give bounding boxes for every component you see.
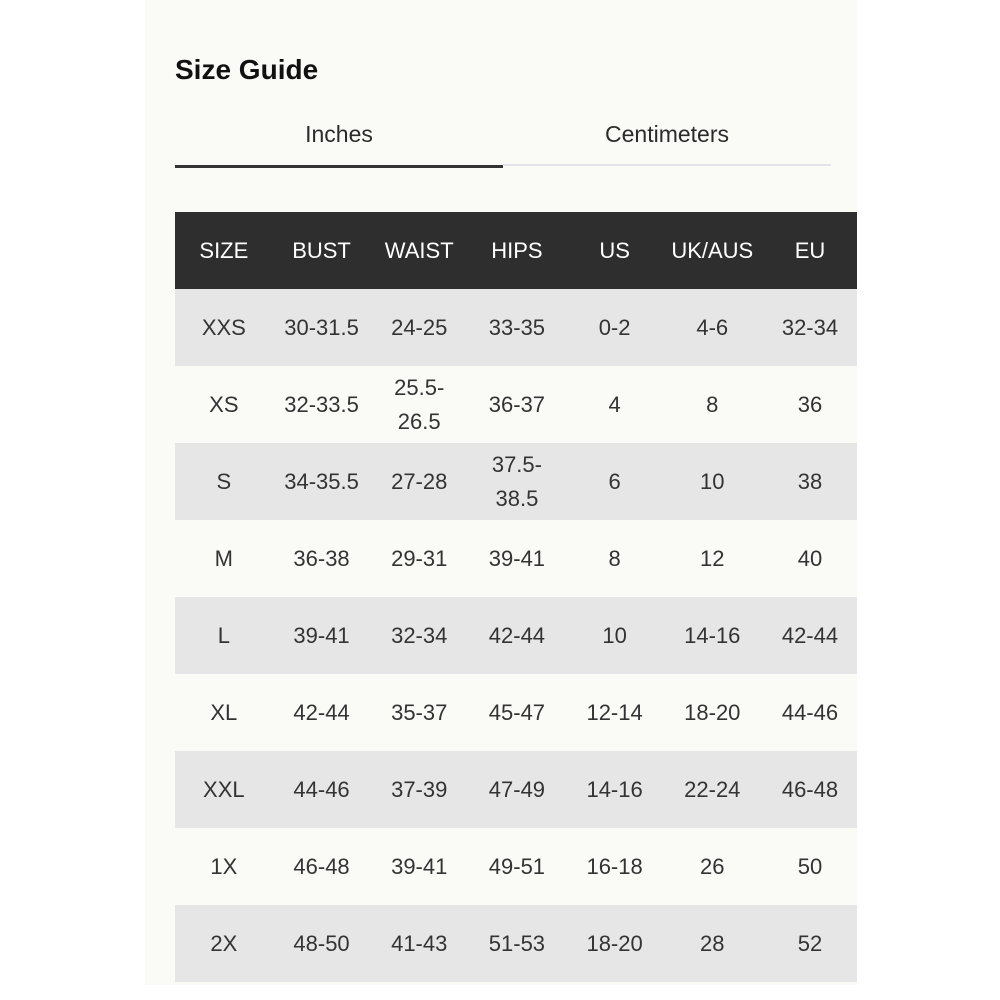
cell-size: S	[175, 443, 273, 520]
table-row	[175, 289, 857, 366]
cell-eu: 36	[761, 366, 857, 443]
tab-inches[interactable]: Inches	[175, 110, 503, 168]
cell-hips: 47-49	[468, 751, 566, 828]
header-eu: EU	[761, 212, 857, 289]
header-bust: BUST	[273, 212, 371, 289]
cell-hips: 36-37	[468, 366, 566, 443]
cell-bust: 32-33.5	[273, 366, 371, 443]
table-row	[175, 597, 857, 674]
cell-size: 1X	[175, 828, 273, 905]
cell-uk-aus: 22-24	[663, 751, 761, 828]
cell-bust: 34-35.5	[273, 443, 371, 520]
cell-eu: 32-34	[761, 289, 857, 366]
table-row	[175, 828, 857, 905]
cell-eu: 38	[761, 443, 857, 520]
table-row	[175, 905, 857, 982]
tab-centimeters[interactable]: Centimeters	[503, 110, 831, 166]
cell-waist: 37-39	[370, 751, 468, 828]
cell-waist: 32-34	[370, 597, 468, 674]
cell-us: 10	[566, 597, 664, 674]
unit-tabs	[175, 110, 831, 168]
header-waist: WAIST	[370, 212, 468, 289]
table-row	[175, 520, 857, 597]
cell-uk-aus: 4-6	[663, 289, 761, 366]
cell-size: XXL	[175, 751, 273, 828]
cell-us: 12-14	[566, 674, 664, 751]
page-title: Size Guide	[175, 54, 319, 85]
cell-us: 6	[566, 443, 664, 520]
cell-hips: 33-35	[468, 289, 566, 366]
cell-size: XL	[175, 674, 273, 751]
cell-size: XS	[175, 366, 273, 443]
cell-hips: 49-51	[468, 828, 566, 905]
header-us: US	[566, 212, 664, 289]
cell-uk-aus: 14-16	[663, 597, 761, 674]
cell-waist: 39-41	[370, 828, 468, 905]
cell-eu: 40	[761, 520, 857, 597]
cell-bust: 44-46	[273, 751, 371, 828]
cell-bust: 39-41	[273, 597, 371, 674]
cell-eu: 46-48	[761, 751, 857, 828]
cell-size: L	[175, 597, 273, 674]
cell-bust: 30-31.5	[273, 289, 371, 366]
cell-hips: 42-44	[468, 597, 566, 674]
cell-waist: 27-28	[370, 443, 468, 520]
cell-hips: 37.5- 38.5	[468, 443, 566, 520]
cell-bust: 48-50	[273, 905, 371, 982]
cell-us: 14-16	[566, 751, 664, 828]
cell-eu: 42-44	[761, 597, 857, 674]
cell-us: 8	[566, 520, 664, 597]
table-row	[175, 366, 857, 443]
cell-eu: 50	[761, 828, 857, 905]
cell-uk-aus: 10	[663, 443, 761, 520]
cell-eu: 52	[761, 905, 857, 982]
header-hips: HIPS	[468, 212, 566, 289]
cell-us: 16-18	[566, 828, 664, 905]
cell-waist: 41-43	[370, 905, 468, 982]
cell-eu: 44-46	[761, 674, 857, 751]
cell-us: 18-20	[566, 905, 664, 982]
table-header-row	[175, 212, 857, 289]
header-uk-aus: UK/AUS	[663, 212, 761, 289]
cell-hips: 45-47	[468, 674, 566, 751]
cell-uk-aus: 28	[663, 905, 761, 982]
cell-hips: 51-53	[468, 905, 566, 982]
cell-waist: 25.5- 26.5	[370, 366, 468, 443]
cell-us: 4	[566, 366, 664, 443]
cell-waist: 24-25	[370, 289, 468, 366]
cell-uk-aus: 12	[663, 520, 761, 597]
cell-hips: 39-41	[468, 520, 566, 597]
table-row	[175, 751, 857, 828]
size-chart-table	[175, 212, 857, 982]
cell-us: 0-2	[566, 289, 664, 366]
cell-waist: 29-31	[370, 520, 468, 597]
cell-size: 2X	[175, 905, 273, 982]
size-guide-panel	[145, 0, 857, 985]
table-row	[175, 443, 857, 520]
cell-bust: 42-44	[273, 674, 371, 751]
table-row	[175, 674, 857, 751]
cell-uk-aus: 26	[663, 828, 761, 905]
cell-bust: 36-38	[273, 520, 371, 597]
header-size: SIZE	[175, 212, 273, 289]
cell-size: XXS	[175, 289, 273, 366]
cell-waist: 35-37	[370, 674, 468, 751]
cell-bust: 46-48	[273, 828, 371, 905]
cell-size: M	[175, 520, 273, 597]
cell-uk-aus: 8	[663, 366, 761, 443]
cell-uk-aus: 18-20	[663, 674, 761, 751]
